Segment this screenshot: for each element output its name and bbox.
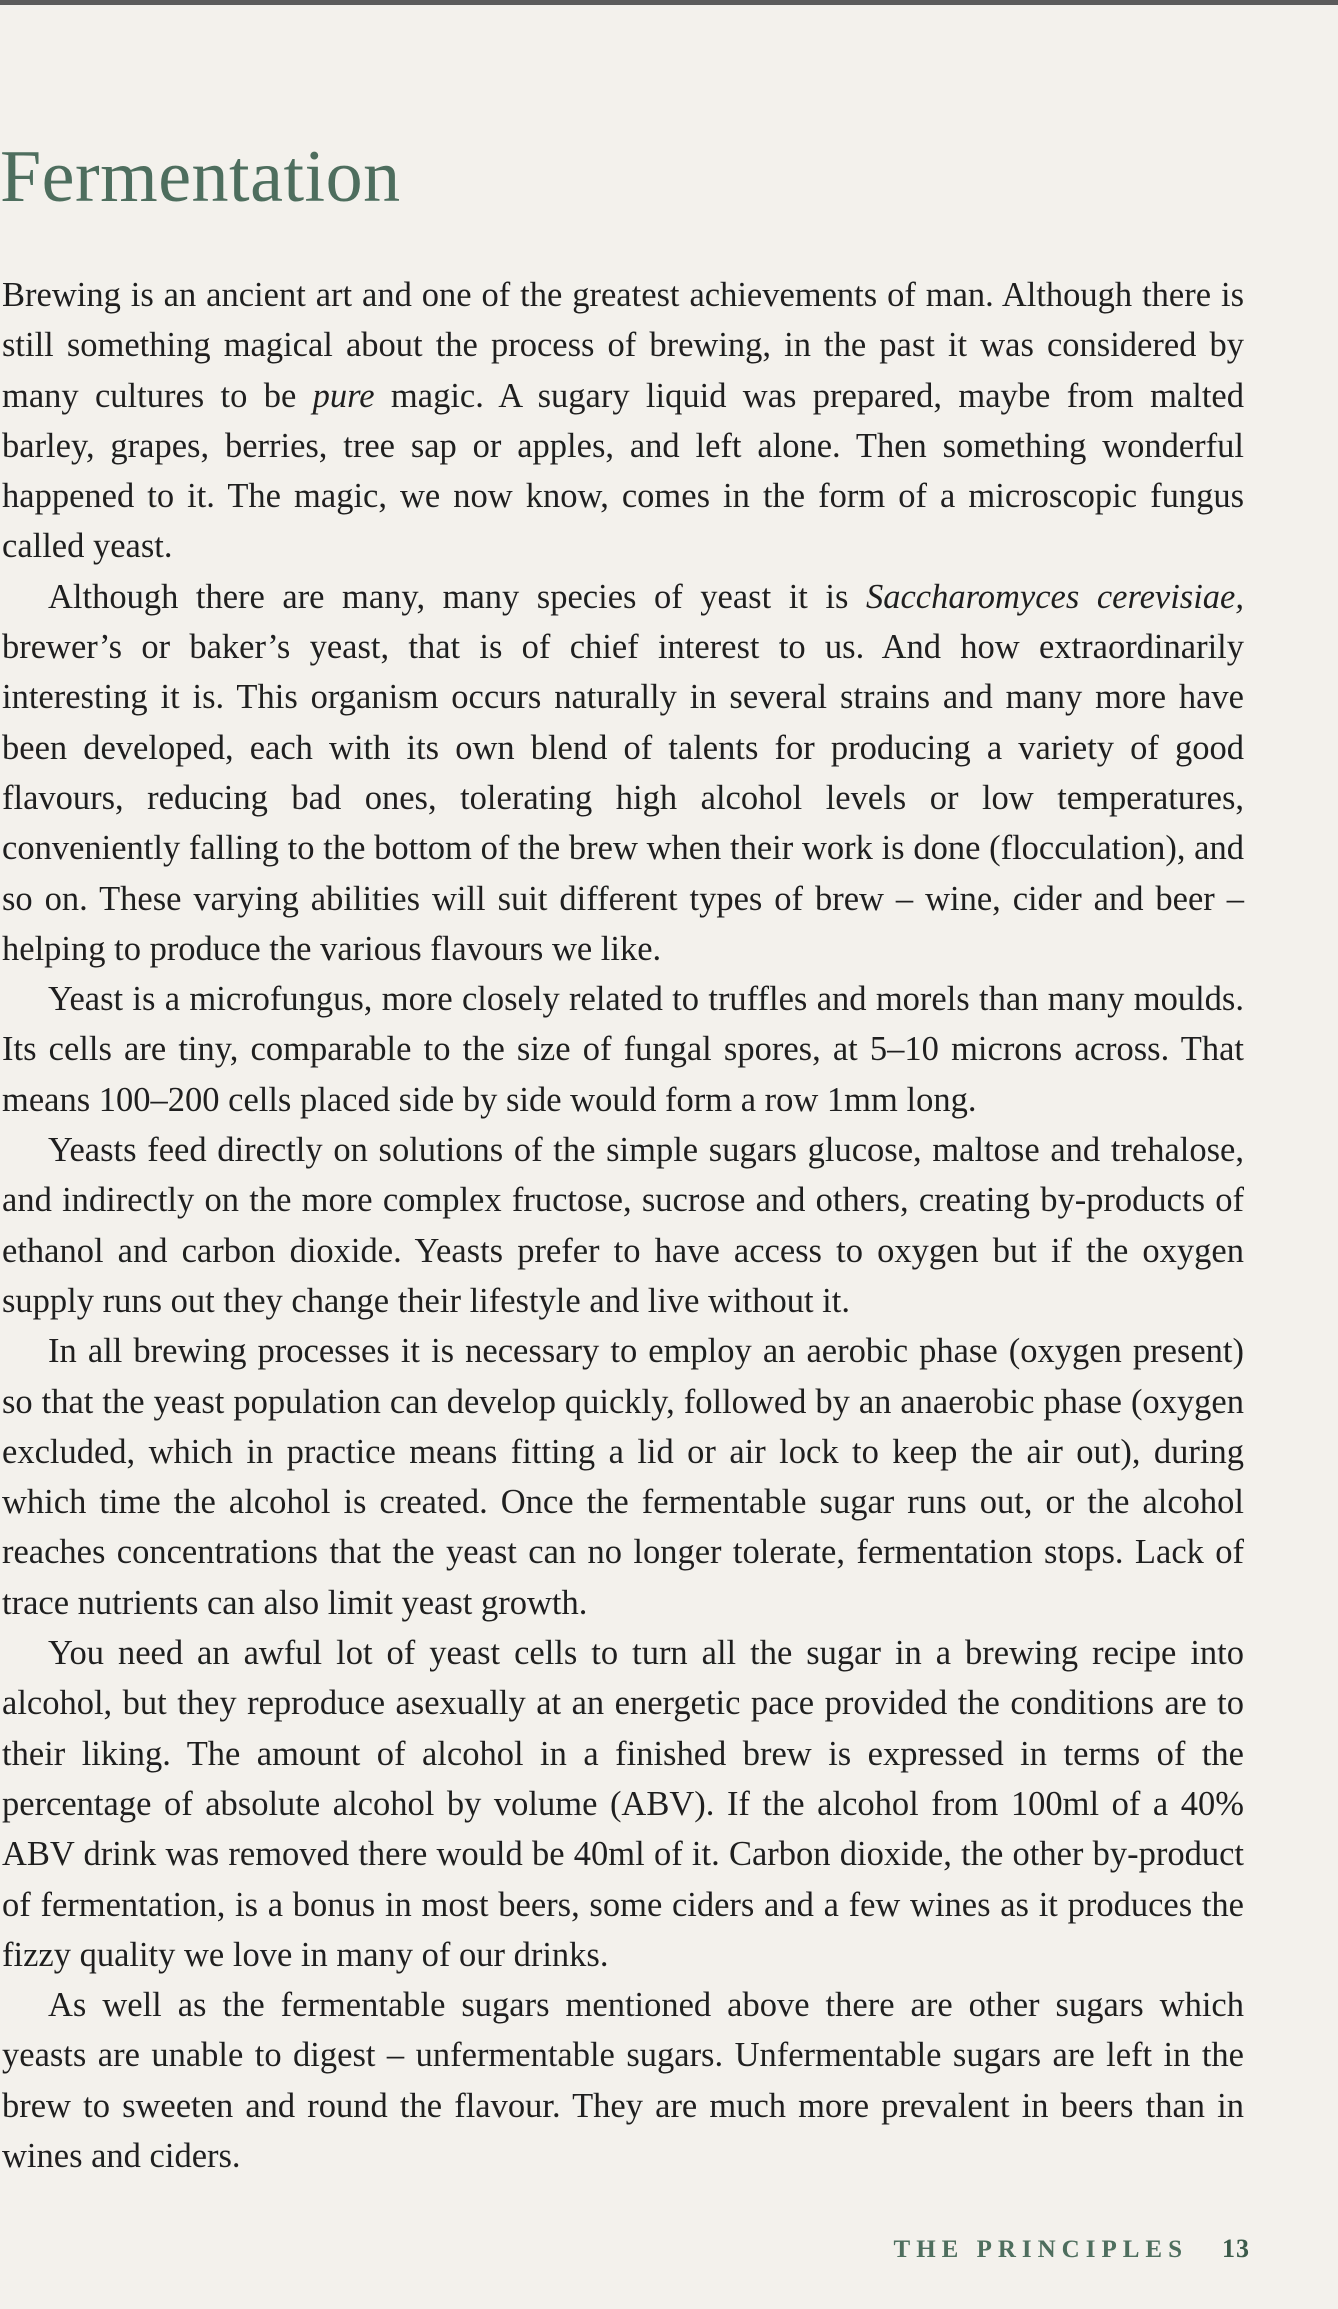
paragraph-2-text-rest: brewer’s or baker’s yeast, that is of chief interest to us. And how extraordinarily interesting it is. This organism occurs naturally in several strains and many more have been developed, each with its own blend of talents for producing a variety of good flavours, reducing bad ones, tolerating high alcohol levels or low temperatures, conveniently falling to the bottom of the brew when their work is done (flocculation), and so on. These varying abilities will suit different types of brew – wine, cider and beer – helping to produce the various flavours we like. (2, 628, 1244, 968)
paragraph-6: You need an awful lot of yeast cells to turn all the sugar in a brewing recipe into alcohol, but they reproduce asexually at an energetic pace provided the conditions are to their liking. The amount of alcohol in a finished brew is expressed in terms of the percentage of absolute alcohol by volume (ABV). If the alcohol from 100ml of a 40% ABV drink was removed there would be 40ml of it. Carbon dioxide, the other by-product of fermentation, is a bonus in most beers, some ciders and a few wines as it produces the fizzy quality we love in many of our drinks. (2, 1634, 1244, 1974)
paragraph-5: In all brewing processes it is necessary to employ an aerobic phase (oxygen present) so that the yeast population can develop quickly, followed by an anaerobic phase (oxygen excluded, which in practice means fitting a lid or air lock to keep the air out), during which time the alcohol is created. Once the fermentable sugar runs out, or the alcohol reaches concentrations that the yeast can no longer tolerate, fermentation stops. Lack of trace nutrients can also limit yeast growth. (2, 1332, 1244, 1622)
page-top-edge (0, 0, 1338, 5)
paragraph-2 (2, 572, 1244, 974)
body-text (2, 270, 1244, 2181)
paragraph-1-text: Brewing is an ancient art and one of the greatest achievements of man. Although there is still something magical about the process of brewing, in the past it was considered by many cultures to be (2, 276, 1244, 415)
page-title: Fermentation (0, 136, 401, 218)
paragraph-3: Yeast is a microfungus, more closely related to truffles and morels than many moulds. Its cells are tiny, comparable to the size of fungal spores, at 5–10 microns across. That means 100–200 cells placed side by side would form a row 1mm long. (2, 980, 1244, 1119)
page-number: 13 (1222, 2234, 1250, 2263)
paragraph-7: As well as the fermentable sugars mentioned above there are other sugars which yeasts are unable to digest – unfermentable sugars. Unfermentable sugars are left in the brew to sweeten and round the flavour. They are much more prevalent in beers than in wines and ciders. (2, 1986, 1244, 2175)
paragraph-4: Yeasts feed directly on solutions of the simple sugars glucose, maltose and trehalose, and indirectly on the more complex fructose, sucrose and others, creating by-products of ethanol and carbon dioxide. Yeasts prefer to have access to oxygen but if the oxygen supply runs out they change their lifestyle and live without it. (2, 1131, 1244, 1320)
paragraph-1-emphasis: pure (312, 376, 375, 415)
running-footer (894, 2234, 1250, 2264)
section-title: THE PRINCIPLES (893, 2236, 1188, 2263)
paragraph-1-text-rest: magic. A sugary liquid was prepared, maybe from malted barley, grapes, berries, tree sap or apples, and left alone. Then something wonderful happened to it. The magic, we now know, comes in the form of a microscopic fungus called yeast. (2, 376, 1244, 566)
paragraph-1 (2, 270, 1244, 572)
paragraph-2-emphasis: Saccharomyces cerevisiae, (865, 577, 1244, 616)
paragraph-2-text: Although there are many, many species of yeast it is (48, 577, 866, 616)
